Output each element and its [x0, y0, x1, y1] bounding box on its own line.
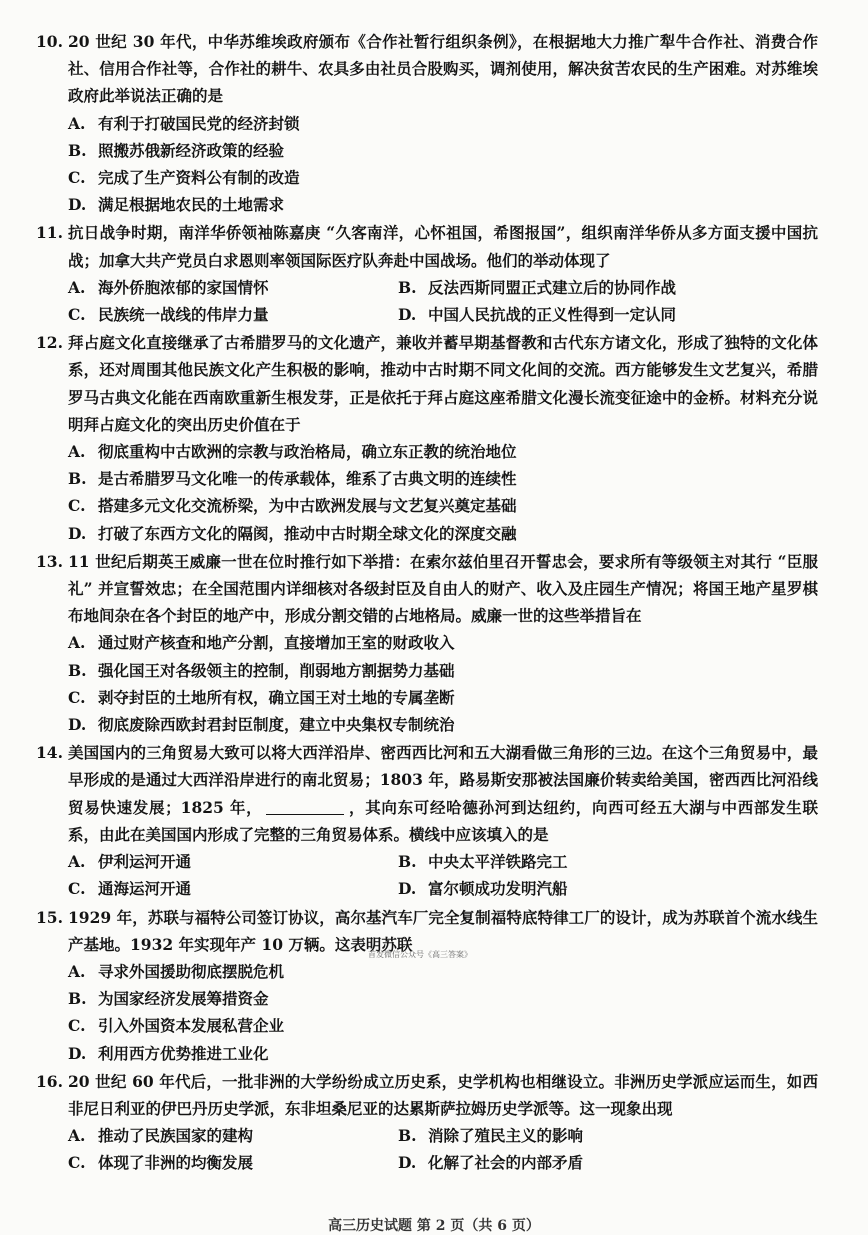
option-c[interactable] — [68, 164, 818, 191]
option-text: 满足根据地农民的土地需求 — [98, 195, 285, 215]
question-stem — [36, 739, 818, 848]
option-text: 引入外国资本发展私营企业 — [98, 1016, 285, 1036]
option-b[interactable] — [398, 1122, 818, 1149]
option-text: 体现了非洲的均衡发展 — [98, 1153, 254, 1173]
option-a[interactable] — [68, 274, 398, 301]
question-number: 15. — [36, 907, 63, 927]
option-text: 伊利运河开通 — [98, 852, 192, 872]
question-text: 1929 年，苏联与福特公司签订协议，高尔基汽车厂完全复制福特底特律工厂的设计，成为苏联首个流水线生产基地。1932 年实现年产 10 万辆。这表明苏联 — [68, 907, 818, 954]
option-letter: B. — [68, 660, 87, 680]
question-12 — [36, 329, 818, 547]
option-text: 强化国王对各级领主的控制，削弱地方割据势力基础 — [98, 660, 455, 680]
option-letter: D. — [68, 523, 87, 543]
option-letter: D. — [398, 305, 417, 325]
option-d[interactable] — [68, 191, 818, 218]
options-list — [36, 958, 818, 1067]
question-10 — [36, 28, 818, 218]
option-b[interactable] — [68, 657, 818, 684]
option-text: 照搬苏俄新经济政策的经验 — [98, 140, 285, 160]
option-d[interactable] — [398, 1149, 818, 1176]
option-text: 彻底重构中古欧洲的宗教与政治格局，确立东正教的统治地位 — [98, 442, 517, 462]
option-c[interactable] — [68, 684, 818, 711]
question-stem — [36, 329, 818, 438]
question-13 — [36, 548, 818, 738]
option-c[interactable] — [68, 1012, 818, 1039]
option-text: 寻求外国援助彻底摆脱危机 — [98, 961, 285, 981]
option-letter: A. — [68, 633, 86, 653]
option-text: 搭建多元文化交流桥梁，为中古欧洲发展与文艺复兴奠定基础 — [98, 496, 517, 516]
option-letter: D. — [398, 879, 417, 899]
question-text: 拜占庭文化直接继承了古希腊罗马的文化遗产，兼收并蓄早期基督教和古代东方诸文化，形成了独特的文化体系，还对周围其他民族文化产生积极的影响，推动中古时期不同文化间的交流。西方能够发生文艺复兴，希腊罗马古典文化能在西南欧重新生根发芽，正是依托于拜占庭这座希腊文化漫长流变征途中的金桥。材料充分说明拜占庭文化的突出历史价值在于 — [68, 333, 818, 434]
question-14 — [36, 739, 818, 902]
option-letter: B. — [68, 989, 87, 1009]
option-letter: B. — [398, 277, 417, 297]
option-text: 完成了生产资料公有制的改造 — [98, 168, 300, 188]
option-letter: A. — [68, 442, 86, 462]
question-stem — [36, 1068, 818, 1122]
option-text: 通过财产核查和地产分割，直接增加王室的财政收入 — [98, 633, 455, 653]
option-letter: B. — [68, 140, 87, 160]
question-number: 16. — [36, 1071, 63, 1091]
option-letter: B. — [398, 852, 417, 872]
option-letter: A. — [68, 277, 86, 297]
option-a[interactable] — [68, 438, 818, 465]
option-letter: D. — [68, 195, 87, 215]
question-number: 14. — [36, 743, 63, 763]
option-b[interactable] — [68, 465, 818, 492]
option-letter: C. — [68, 687, 86, 707]
option-text: 富尔顿成功发明汽船 — [428, 879, 568, 899]
option-letter: A. — [68, 961, 86, 981]
option-c[interactable] — [68, 301, 398, 328]
option-letter: C. — [68, 1016, 86, 1036]
options-list — [36, 629, 818, 738]
option-text: 反法西斯同盟正式建立后的协同作战 — [428, 277, 677, 297]
option-d[interactable] — [68, 1040, 818, 1067]
option-text: 海外侨胞浓郁的家国情怀 — [98, 277, 269, 297]
option-text: 有利于打破国民党的经济封锁 — [98, 113, 300, 133]
options-list — [36, 438, 818, 547]
option-letter: A. — [68, 113, 86, 133]
option-b[interactable] — [398, 274, 818, 301]
question-text — [68, 739, 818, 848]
option-text: 民族统一战线的伟岸力量 — [98, 305, 269, 325]
option-c[interactable] — [68, 1149, 398, 1176]
options-list — [36, 110, 818, 219]
option-c[interactable] — [68, 875, 398, 902]
question-text: 11 世纪后期英王威廉一世在位时推行如下举措：在索尔兹伯里召开誓忠会，要求所有等级领主对其行 “臣服礼” 并宣誓效忠；在全国范围内详细核对各级封臣及自由人的财产、收入及庄园生产情况；将国王地产星罗棋布地间杂在各个封臣的地产中，形成分割交错的占地格局。威廉一世的这些举措旨在 — [68, 551, 819, 626]
question-stem — [36, 548, 818, 630]
option-a[interactable] — [68, 848, 398, 875]
question-16 — [36, 1068, 818, 1177]
options-list — [36, 1122, 818, 1176]
option-letter: B. — [398, 1126, 417, 1146]
option-text: 化解了社会的内部矛盾 — [428, 1153, 584, 1173]
watermark-text: 首发微信公众号《高三答案》 — [368, 950, 472, 959]
option-c[interactable] — [68, 492, 818, 519]
fill-in-blank — [266, 798, 344, 815]
option-d[interactable] — [68, 711, 818, 738]
option-letter: C. — [68, 1153, 86, 1173]
option-b[interactable] — [398, 848, 818, 875]
option-b[interactable] — [68, 985, 818, 1012]
option-b[interactable] — [68, 137, 818, 164]
question-number: 13. — [36, 551, 63, 571]
option-a[interactable] — [68, 958, 818, 985]
option-text: 通海运河开通 — [98, 879, 192, 899]
option-text: 为国家经济发展筹措资金 — [98, 989, 269, 1009]
option-text: 推动了民族国家的建构 — [98, 1126, 254, 1146]
option-letter: B. — [68, 469, 87, 489]
question-number: 10. — [36, 32, 63, 51]
question-text-part-2: ，其向东可经哈德孙河到达纽约，向西可经五大湖与中西部发生联系，由此在美国国内形成了完整的三角贸易体系。横线中应该填入的是 — [68, 797, 818, 844]
option-text: 打破了东西方文化的隔阂，推动中古时期全球文化的深度交融 — [98, 523, 517, 543]
option-text: 利用西方优势推进工业化 — [98, 1043, 269, 1063]
option-letter: C. — [68, 496, 86, 516]
option-letter: D. — [398, 1153, 417, 1173]
option-a[interactable] — [68, 110, 818, 137]
option-letter: A. — [68, 852, 86, 872]
option-text: 彻底废除西欧封君封臣制度，建立中央集权专制统治 — [98, 715, 455, 735]
option-d[interactable] — [398, 301, 818, 328]
option-text: 是古希腊罗马文化唯一的传承载体，维系了古典文明的连续性 — [98, 469, 517, 489]
option-letter: C. — [68, 168, 86, 188]
question-text: 抗日战争时期，南洋华侨领袖陈嘉庚 “久客南洋，心怀祖国，希图报国”，组织南洋华侨从多方面支援中国抗战；加拿大共产党员白求恩则率领国际医疗队奔赴中国战场。他们的举动体现了 — [68, 223, 818, 270]
question-text-part-1: 美国国内的三角贸易大致可以将大西洋沿岸、密西西比河和五大湖看做三角形的三边。在这个三角贸易中，最早形成的是通过大西洋沿岸进行的南北贸易；1803 年，路易斯安那被法国廉价转卖给美国，密西西比河沿线贸易快速发展；1825 年， — [68, 743, 818, 817]
option-letter: C. — [68, 305, 86, 325]
option-text: 中国人民抗战的正义性得到一定认同 — [428, 305, 677, 325]
option-letter: C. — [68, 879, 86, 899]
question-11 — [36, 219, 818, 328]
question-text: 20 世纪 60 年代后，一批非洲的大学纷纷成立历史系，史学机构也相继设立。非洲历史学派应运而生，如西非尼日利亚的伊巴丹历史学派，东非坦桑尼亚的达累斯萨拉姆历史学派等。这一现象出现 — [68, 1071, 818, 1118]
options-list — [36, 848, 818, 902]
question-stem — [36, 219, 818, 273]
page-footer: 高三历史试题 第 2 页（共 6 页） — [328, 1218, 540, 1234]
options-list — [36, 274, 818, 328]
option-letter: D. — [68, 1043, 87, 1063]
option-a[interactable] — [68, 629, 818, 656]
option-letter: D. — [68, 715, 87, 735]
question-number: 12. — [36, 333, 63, 353]
question-15 — [36, 904, 818, 1067]
option-letter: A. — [68, 1126, 86, 1146]
option-text: 消除了殖民主义的影响 — [428, 1126, 584, 1146]
question-number: 11. — [36, 223, 63, 243]
option-text: 中央太平洋铁路完工 — [428, 852, 568, 872]
option-text: 剥夺封臣的土地所有权，确立国王对土地的专属垄断 — [98, 687, 455, 707]
question-stem — [36, 28, 818, 110]
option-d[interactable] — [398, 875, 818, 902]
question-text: 20 世纪 30 年代，中华苏维埃政府颁布《合作社暂行组织条例》，在根据地大力推广犁牛合作社、消费合作社、信用合作社等，合作社的耕牛、农具多由社员合股购买，调剂使用，解决贫苦农民的生产困难。对苏维埃政府此举说法正确的是 — [68, 32, 818, 106]
option-d[interactable] — [68, 520, 818, 547]
option-a[interactable] — [68, 1122, 398, 1149]
